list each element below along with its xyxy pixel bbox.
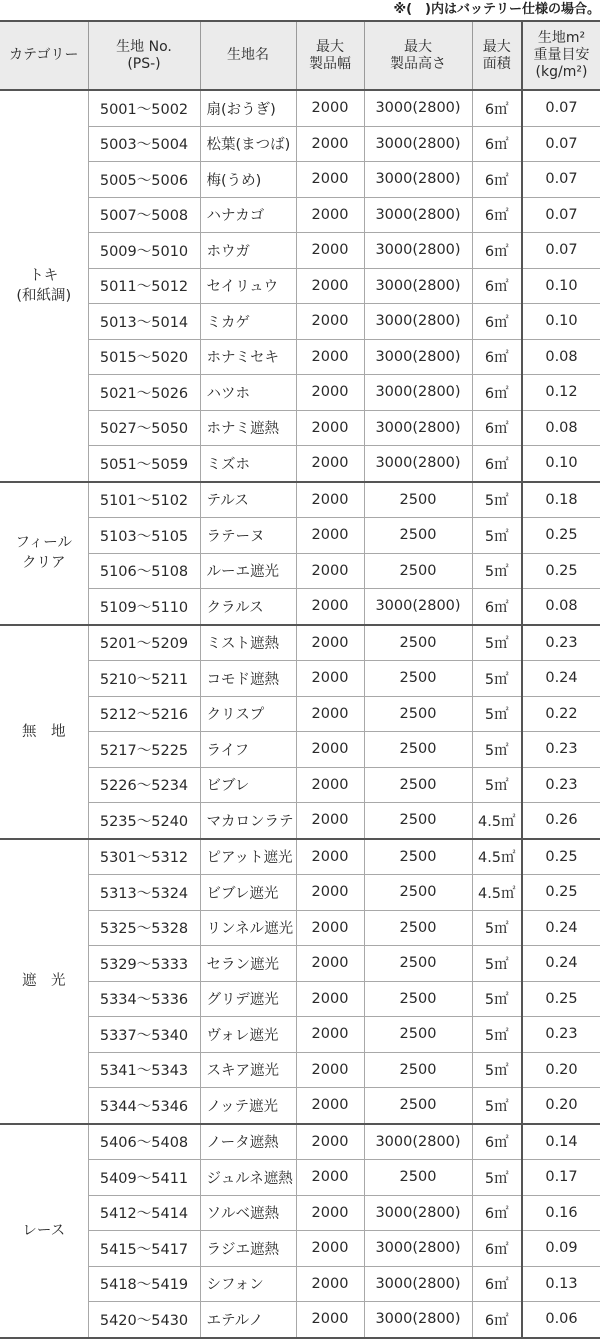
fabric-name-cell: シフォン: [200, 1266, 296, 1302]
max-width-cell: 2000: [296, 625, 364, 661]
fabric-name-cell: ハナカゴ: [200, 197, 296, 233]
max-area-cell: 6㎡: [472, 233, 522, 269]
fabric-no-cell: 5201～5209: [88, 625, 200, 661]
weight-cell: 0.10: [522, 268, 600, 304]
weight-cell: 0.25: [522, 875, 600, 911]
fabric-name-cell: ラテーヌ: [200, 518, 296, 554]
fabric-no-cell: 5007～5008: [88, 197, 200, 233]
fabric-no-cell: 5334～5336: [88, 981, 200, 1017]
fabric-name-cell: ホナミ遮熱: [200, 410, 296, 446]
fabric-name-cell: ミカゲ: [200, 304, 296, 340]
max-area-cell: 6㎡: [472, 1266, 522, 1302]
weight-cell: 0.17: [522, 1160, 600, 1196]
fabric-name-cell: ライフ: [200, 732, 296, 768]
table-row: [0, 696, 600, 732]
fabric-no-cell: 5001～5002: [88, 90, 200, 126]
fabric-no-cell: 5015～5020: [88, 339, 200, 375]
fabric-no-cell: 5415～5417: [88, 1231, 200, 1267]
table-row: [0, 1266, 600, 1302]
weight-cell: 0.25: [522, 981, 600, 1017]
weight-cell: 0.24: [522, 946, 600, 982]
table-row: [0, 1160, 600, 1196]
table-row: [0, 946, 600, 982]
max-width-cell: 2000: [296, 696, 364, 732]
fabric-no-cell: 5329～5333: [88, 946, 200, 982]
table-row: [0, 1231, 600, 1267]
fabric-name-cell: ノータ遮熱: [200, 1124, 296, 1160]
weight-cell: 0.07: [522, 162, 600, 198]
weight-cell: 0.08: [522, 410, 600, 446]
fabric-name-cell: ノッテ遮光: [200, 1088, 296, 1124]
weight-cell: 0.07: [522, 126, 600, 162]
weight-cell: 0.20: [522, 1088, 600, 1124]
max-height-cell: 2500: [364, 981, 472, 1017]
fabric-no-cell: 5212～5216: [88, 696, 200, 732]
fabric-name-cell: マカロンラテ: [200, 803, 296, 839]
max-width-cell: 2000: [296, 589, 364, 625]
fabric-name-cell: テルス: [200, 482, 296, 518]
max-width-cell: 2000: [296, 482, 364, 518]
max-width-cell: 2000: [296, 803, 364, 839]
fabric-name-cell: コモド遮熱: [200, 661, 296, 697]
max-width-cell: 2000: [296, 1088, 364, 1124]
fabric-no-cell: 5210～5211: [88, 661, 200, 697]
max-area-cell: 6㎡: [472, 304, 522, 340]
max-width-cell: 2000: [296, 126, 364, 162]
max-area-cell: 5㎡: [472, 732, 522, 768]
fabric-name-cell: ビブレ遮光: [200, 875, 296, 911]
max-height-cell: 3000(2800): [364, 410, 472, 446]
max-height-cell: 3000(2800): [364, 90, 472, 126]
fabric-name-cell: ミズホ: [200, 446, 296, 482]
header-weight: 生地m² 重量目安 (kg/m²): [522, 21, 600, 90]
fabric-no-cell: 5011～5012: [88, 268, 200, 304]
weight-cell: 0.25: [522, 839, 600, 875]
max-area-cell: 5㎡: [472, 1052, 522, 1088]
max-width-cell: 2000: [296, 339, 364, 375]
fabric-name-cell: ホナミセキ: [200, 339, 296, 375]
table-row: [0, 661, 600, 697]
table-row: [0, 446, 600, 482]
table-row: [0, 304, 600, 340]
max-height-cell: 2500: [364, 661, 472, 697]
table-row: [0, 1124, 600, 1160]
weight-cell: 0.18: [522, 482, 600, 518]
header-fabric-no: 生地 No. (PS-): [88, 21, 200, 90]
fabric-no-cell: 5418～5419: [88, 1266, 200, 1302]
fabric-no-cell: 5101～5102: [88, 482, 200, 518]
fabric-name-cell: クリスプ: [200, 696, 296, 732]
max-height-cell: 2500: [364, 732, 472, 768]
weight-cell: 0.13: [522, 1266, 600, 1302]
table-row: [0, 482, 600, 518]
category-cell: 無 地: [0, 625, 88, 839]
fabric-no-cell: 5009～5010: [88, 233, 200, 269]
weight-cell: 0.07: [522, 90, 600, 126]
max-height-cell: 3000(2800): [364, 197, 472, 233]
max-width-cell: 2000: [296, 304, 364, 340]
weight-cell: 0.16: [522, 1195, 600, 1231]
header-fabric-name: 生地名: [200, 21, 296, 90]
max-area-cell: 6㎡: [472, 1124, 522, 1160]
max-area-cell: 6㎡: [472, 1195, 522, 1231]
max-area-cell: 5㎡: [472, 767, 522, 803]
max-height-cell: 2500: [364, 1052, 472, 1088]
max-area-cell: 5㎡: [472, 696, 522, 732]
fabric-name-cell: ルーエ遮光: [200, 553, 296, 589]
fabric-name-cell: ホウガ: [200, 233, 296, 269]
table-row: [0, 162, 600, 198]
fabric-name-cell: リンネル遮光: [200, 910, 296, 946]
weight-cell: 0.24: [522, 910, 600, 946]
table-row: [0, 233, 600, 269]
weight-cell: 0.14: [522, 1124, 600, 1160]
fabric-name-cell: 扇(おうぎ): [200, 90, 296, 126]
table-body: [0, 90, 600, 1338]
max-area-cell: 6㎡: [472, 1302, 522, 1338]
max-height-cell: 3000(2800): [364, 375, 472, 411]
max-area-cell: 5㎡: [472, 482, 522, 518]
table-row: [0, 197, 600, 233]
max-width-cell: 2000: [296, 90, 364, 126]
category-cell: トキ (和紙調): [0, 90, 88, 482]
table-row: [0, 410, 600, 446]
max-area-cell: 4.5㎡: [472, 803, 522, 839]
max-area-cell: 6㎡: [472, 268, 522, 304]
fabric-name-cell: 松葉(まつば): [200, 126, 296, 162]
fabric-name-cell: ピアット遮光: [200, 839, 296, 875]
max-width-cell: 2000: [296, 518, 364, 554]
max-width-cell: 2000: [296, 661, 364, 697]
weight-cell: 0.06: [522, 1302, 600, 1338]
fabric-name-cell: ジュルネ遮熱: [200, 1160, 296, 1196]
fabric-no-cell: 5313～5324: [88, 875, 200, 911]
table-header: [0, 21, 600, 90]
fabric-no-cell: 5021～5026: [88, 375, 200, 411]
category-cell: 遮 光: [0, 839, 88, 1124]
max-area-cell: 5㎡: [472, 553, 522, 589]
fabric-name-cell: スキア遮光: [200, 1052, 296, 1088]
weight-cell: 0.25: [522, 518, 600, 554]
max-area-cell: 6㎡: [472, 197, 522, 233]
max-width-cell: 2000: [296, 410, 364, 446]
fabric-no-cell: 5344～5346: [88, 1088, 200, 1124]
header-max-width: 最大 製品幅: [296, 21, 364, 90]
header-category: カテゴリー: [0, 21, 88, 90]
table-row: [0, 1052, 600, 1088]
max-height-cell: 2500: [364, 696, 472, 732]
max-width-cell: 2000: [296, 839, 364, 875]
max-width-cell: 2000: [296, 162, 364, 198]
max-width-cell: 2000: [296, 1195, 364, 1231]
fabric-name-cell: ビブレ: [200, 767, 296, 803]
fabric-no-cell: 5325～5328: [88, 910, 200, 946]
max-width-cell: 2000: [296, 946, 364, 982]
fabric-no-cell: 5420～5430: [88, 1302, 200, 1338]
max-width-cell: 2000: [296, 910, 364, 946]
weight-cell: 0.12: [522, 375, 600, 411]
max-width-cell: 2000: [296, 553, 364, 589]
max-area-cell: 6㎡: [472, 410, 522, 446]
max-width-cell: 2000: [296, 1017, 364, 1053]
table-row: [0, 1017, 600, 1053]
fabric-no-cell: 5051～5059: [88, 446, 200, 482]
max-width-cell: 2000: [296, 233, 364, 269]
table-row: [0, 732, 600, 768]
fabric-name-cell: セイリュウ: [200, 268, 296, 304]
header-max-area: 最大 面積: [472, 21, 522, 90]
max-width-cell: 2000: [296, 732, 364, 768]
max-height-cell: 2500: [364, 803, 472, 839]
max-area-cell: 6㎡: [472, 1231, 522, 1267]
max-area-cell: 5㎡: [472, 625, 522, 661]
table-row: [0, 910, 600, 946]
fabric-no-cell: 5013～5014: [88, 304, 200, 340]
max-height-cell: 3000(2800): [364, 339, 472, 375]
max-area-cell: 6㎡: [472, 446, 522, 482]
table-row: [0, 803, 600, 839]
max-width-cell: 2000: [296, 767, 364, 803]
table-row: [0, 90, 600, 126]
weight-cell: 0.10: [522, 446, 600, 482]
fabric-no-cell: 5235～5240: [88, 803, 200, 839]
weight-cell: 0.23: [522, 1017, 600, 1053]
fabric-no-cell: 5337～5340: [88, 1017, 200, 1053]
fabric-no-cell: 5027～5050: [88, 410, 200, 446]
max-area-cell: 5㎡: [472, 1088, 522, 1124]
max-width-cell: 2000: [296, 1160, 364, 1196]
fabric-no-cell: 5109～5110: [88, 589, 200, 625]
max-width-cell: 2000: [296, 1302, 364, 1338]
max-height-cell: 3000(2800): [364, 1302, 472, 1338]
fabric-name-cell: ソルベ遮熱: [200, 1195, 296, 1231]
table-row: [0, 126, 600, 162]
max-height-cell: 3000(2800): [364, 1231, 472, 1267]
weight-cell: 0.24: [522, 661, 600, 697]
max-area-cell: 6㎡: [472, 162, 522, 198]
weight-cell: 0.08: [522, 589, 600, 625]
fabric-no-cell: 5217～5225: [88, 732, 200, 768]
max-height-cell: 3000(2800): [364, 268, 472, 304]
max-height-cell: 2500: [364, 946, 472, 982]
header-max-height: 最大 製品高さ: [364, 21, 472, 90]
max-height-cell: 2500: [364, 1160, 472, 1196]
max-area-cell: 6㎡: [472, 589, 522, 625]
fabric-name-cell: グリデ遮光: [200, 981, 296, 1017]
table-row: [0, 875, 600, 911]
max-area-cell: 4.5㎡: [472, 839, 522, 875]
table-row: [0, 268, 600, 304]
fabric-no-cell: 5226～5234: [88, 767, 200, 803]
max-height-cell: 3000(2800): [364, 126, 472, 162]
table-row: [0, 981, 600, 1017]
max-height-cell: 2500: [364, 1017, 472, 1053]
max-height-cell: 2500: [364, 767, 472, 803]
weight-cell: 0.07: [522, 233, 600, 269]
max-height-cell: 3000(2800): [364, 162, 472, 198]
max-height-cell: 3000(2800): [364, 1124, 472, 1160]
table-row: [0, 767, 600, 803]
category-cell: フィール クリア: [0, 482, 88, 625]
max-height-cell: 3000(2800): [364, 304, 472, 340]
fabric-no-cell: 5412～5414: [88, 1195, 200, 1231]
fabric-name-cell: ヴォレ遮光: [200, 1017, 296, 1053]
max-width-cell: 2000: [296, 981, 364, 1017]
fabric-no-cell: 5409～5411: [88, 1160, 200, 1196]
max-area-cell: 5㎡: [472, 661, 522, 697]
fabric-name-cell: クラルス: [200, 589, 296, 625]
max-area-cell: 5㎡: [472, 1160, 522, 1196]
max-width-cell: 2000: [296, 875, 364, 911]
max-height-cell: 2500: [364, 482, 472, 518]
fabric-no-cell: 5341～5343: [88, 1052, 200, 1088]
max-area-cell: 5㎡: [472, 910, 522, 946]
fabric-no-cell: 5406～5408: [88, 1124, 200, 1160]
max-width-cell: 2000: [296, 446, 364, 482]
weight-cell: 0.26: [522, 803, 600, 839]
table-row: [0, 339, 600, 375]
max-height-cell: 2500: [364, 839, 472, 875]
weight-cell: 0.09: [522, 1231, 600, 1267]
fabric-name-cell: ハツホ: [200, 375, 296, 411]
max-height-cell: 2500: [364, 553, 472, 589]
weight-cell: 0.10: [522, 304, 600, 340]
fabric-no-cell: 5301～5312: [88, 839, 200, 875]
category-cell: レース: [0, 1124, 88, 1338]
weight-cell: 0.22: [522, 696, 600, 732]
max-height-cell: 2500: [364, 910, 472, 946]
weight-cell: 0.07: [522, 197, 600, 233]
table-row: [0, 375, 600, 411]
max-width-cell: 2000: [296, 1266, 364, 1302]
fabric-name-cell: セラン遮光: [200, 946, 296, 982]
table-row: [0, 589, 600, 625]
fabric-no-cell: 5106～5108: [88, 553, 200, 589]
weight-cell: 0.08: [522, 339, 600, 375]
fabric-name-cell: ミスト遮熱: [200, 625, 296, 661]
max-width-cell: 2000: [296, 197, 364, 233]
fabric-name-cell: エテルノ: [200, 1302, 296, 1338]
max-width-cell: 2000: [296, 1124, 364, 1160]
weight-cell: 0.23: [522, 767, 600, 803]
fabric-no-cell: 5003～5004: [88, 126, 200, 162]
max-height-cell: 2500: [364, 875, 472, 911]
table-row: [0, 625, 600, 661]
max-width-cell: 2000: [296, 268, 364, 304]
max-area-cell: 6㎡: [472, 90, 522, 126]
max-area-cell: 4.5㎡: [472, 875, 522, 911]
fabric-name-cell: 梅(うめ): [200, 162, 296, 198]
table-row: [0, 1195, 600, 1231]
max-height-cell: 2500: [364, 625, 472, 661]
max-width-cell: 2000: [296, 1231, 364, 1267]
max-height-cell: 2500: [364, 518, 472, 554]
weight-cell: 0.23: [522, 732, 600, 768]
max-area-cell: 5㎡: [472, 981, 522, 1017]
max-height-cell: 2500: [364, 1088, 472, 1124]
max-area-cell: 5㎡: [472, 518, 522, 554]
fabric-no-cell: 5005～5006: [88, 162, 200, 198]
max-height-cell: 3000(2800): [364, 1195, 472, 1231]
max-area-cell: 6㎡: [472, 126, 522, 162]
fabric-spec-table: [0, 20, 600, 1339]
max-height-cell: 3000(2800): [364, 1266, 472, 1302]
max-area-cell: 5㎡: [472, 946, 522, 982]
max-height-cell: 3000(2800): [364, 446, 472, 482]
table-row: [0, 553, 600, 589]
weight-cell: 0.23: [522, 625, 600, 661]
max-width-cell: 2000: [296, 375, 364, 411]
max-height-cell: 3000(2800): [364, 589, 472, 625]
table-row: [0, 1088, 600, 1124]
table-row: [0, 518, 600, 554]
fabric-no-cell: 5103～5105: [88, 518, 200, 554]
max-area-cell: 6㎡: [472, 375, 522, 411]
max-height-cell: 3000(2800): [364, 233, 472, 269]
weight-cell: 0.20: [522, 1052, 600, 1088]
max-width-cell: 2000: [296, 1052, 364, 1088]
table-row: [0, 1302, 600, 1338]
fabric-name-cell: ラジエ遮熱: [200, 1231, 296, 1267]
max-area-cell: 6㎡: [472, 339, 522, 375]
max-area-cell: 5㎡: [472, 1017, 522, 1053]
weight-cell: 0.25: [522, 553, 600, 589]
battery-spec-note: ※( )内はバッテリー仕様の場合。: [393, 2, 600, 17]
table-row: [0, 839, 600, 875]
